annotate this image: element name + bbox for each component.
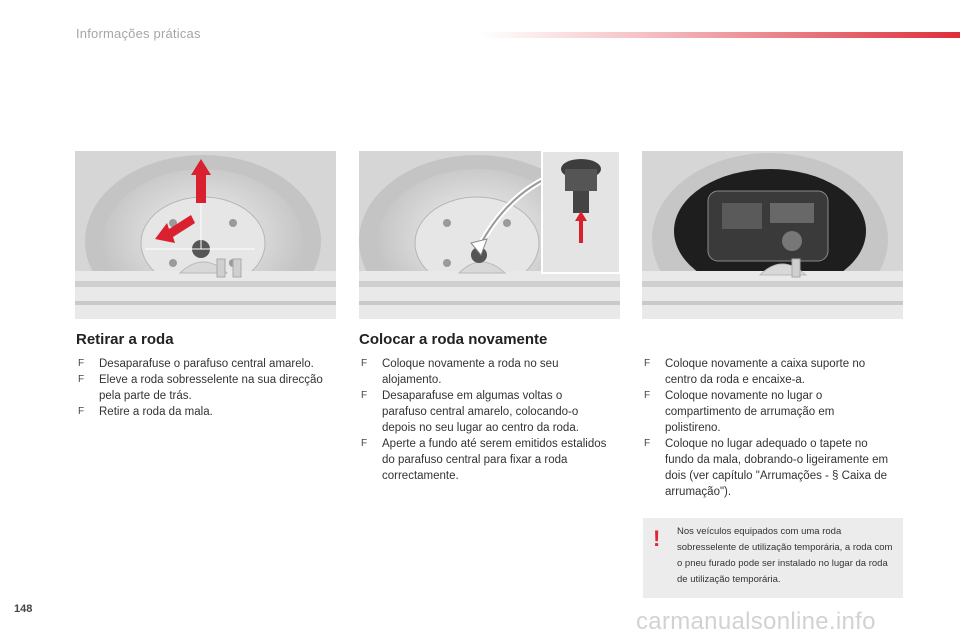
list-item: F Coloque novamente no lugar o compartimento de arrumação em polistireno. — [644, 390, 835, 434]
step-bullet: F — [78, 406, 85, 417]
photo-remove-wheel — [75, 151, 336, 319]
steps-refit-wheel — [359, 356, 609, 484]
steps-remove-wheel — [76, 356, 338, 420]
steps-refit-storage — [642, 356, 892, 500]
page-number: 148 — [14, 603, 33, 615]
list-item: F Eleve a roda sobresselente na sua direcção pela parte de trás. — [78, 374, 323, 402]
photo-refit-wheel — [359, 151, 620, 319]
step-bullet: F — [361, 438, 368, 449]
list-item: F Aperte a fundo até serem emitidos estalidos do parafuso central para fixar a roda correctamente. — [361, 438, 607, 482]
step-bullet: F — [644, 438, 651, 449]
notice-box — [643, 518, 903, 598]
section-title-refit-wheel: Colocar a roda novamente — [359, 331, 548, 348]
list-item: F Coloque no lugar adequado o tapete no fundo da mala, dobrando-o ligeiramente em dois (ver capítulo "Arrumações - § Caixa de arrumação"). — [644, 438, 889, 498]
step-bullet: F — [78, 358, 85, 369]
section-title-remove-wheel: Retirar a roda — [76, 331, 174, 348]
list-item: F Retire a roda da mala. — [78, 406, 213, 418]
list-item: F Desaparafuse em algumas voltas o parafuso central amarelo, colocando-o depois no seu lugar ao centro da roda. — [361, 390, 579, 434]
watermark: carmanualsonline.info — [636, 608, 876, 635]
page-header-title: Informações práticas — [76, 26, 201, 41]
header-accent-bar — [480, 32, 960, 38]
list-item: F Coloque novamente a roda no seu alojamento. — [361, 358, 559, 386]
step-bullet: F — [78, 374, 85, 385]
list-item: F Coloque novamente a caixa suporte no centro da roda e encaixe-a. — [644, 358, 866, 386]
step-bullet: F — [361, 358, 368, 369]
step-bullet: F — [361, 390, 368, 401]
notice-text: Nos veículos equipados com uma roda sobresselente de utilização temporária, a roda com o pneu furado pode ser instalado no lugar da roda de utilização temporária. — [677, 526, 893, 585]
step-bullet: F — [644, 390, 651, 401]
exclamation-icon: ! — [653, 526, 661, 551]
step-bullet: F — [644, 358, 651, 369]
photo-storage-box — [642, 151, 903, 319]
list-item: F Desaparafuse o parafuso central amarelo. — [78, 358, 314, 370]
